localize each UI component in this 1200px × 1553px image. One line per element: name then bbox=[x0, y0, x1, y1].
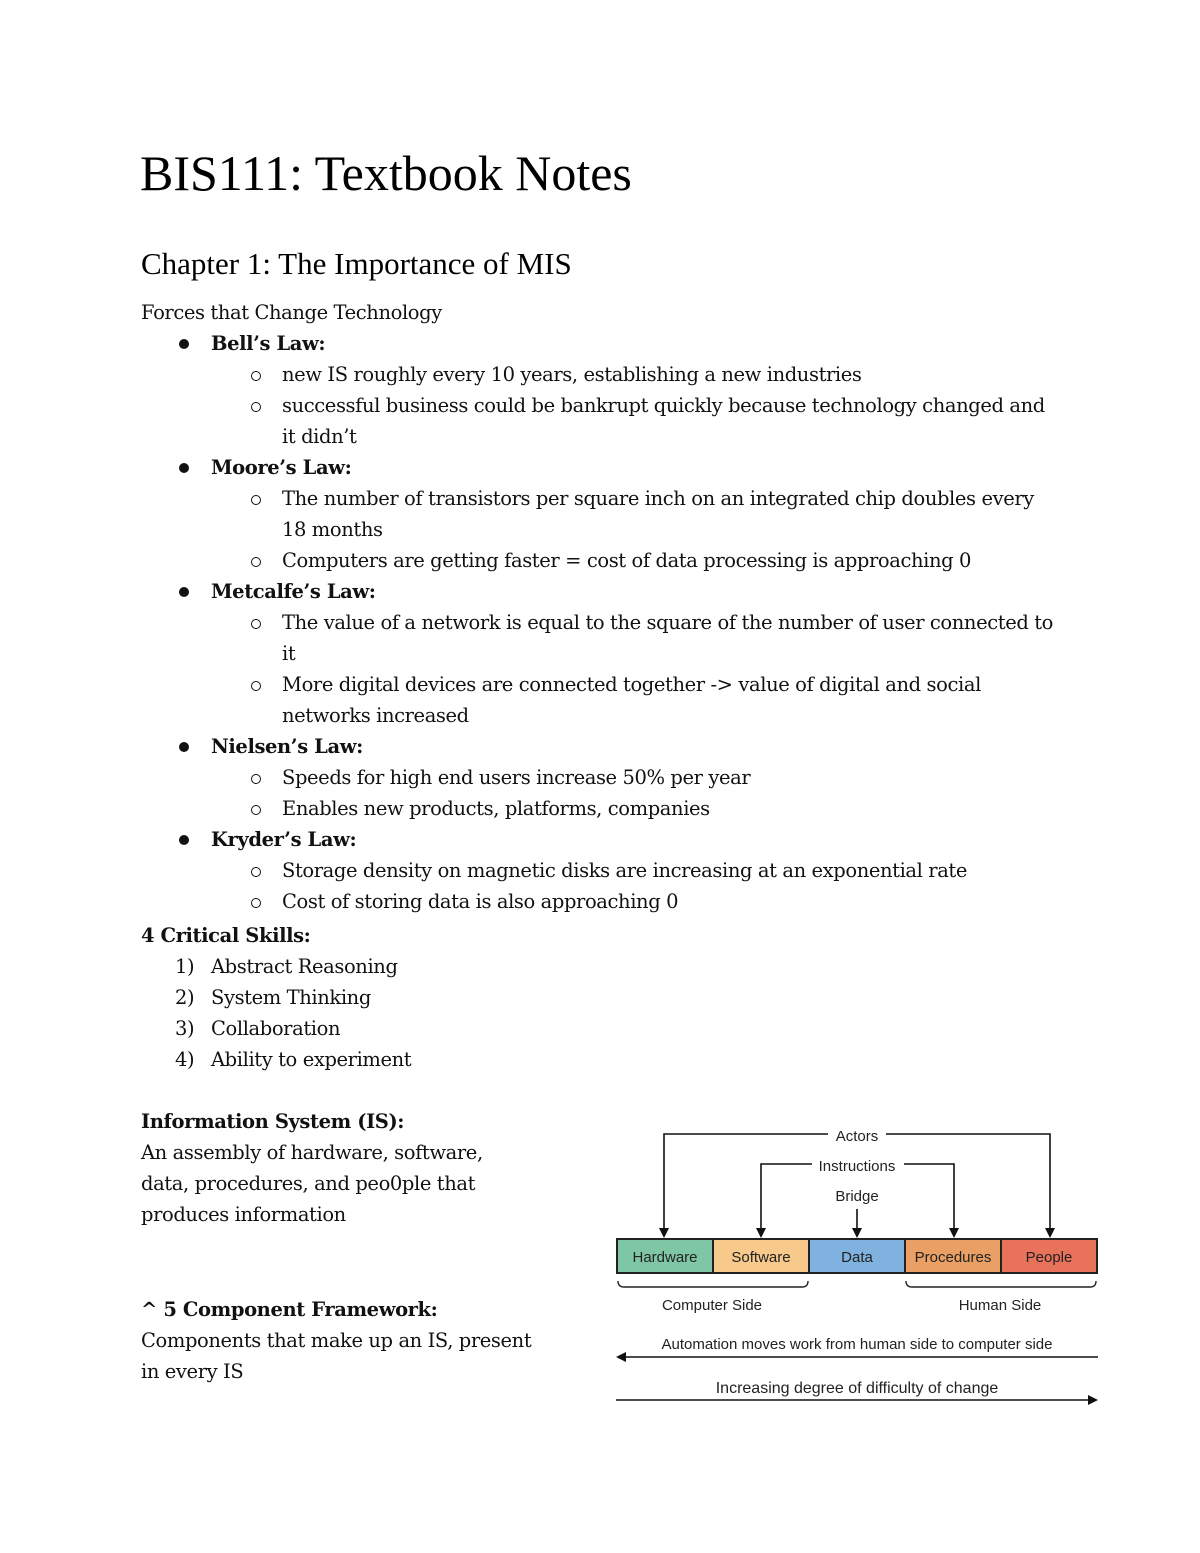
circle-bullet-icon bbox=[251, 619, 261, 629]
circle-bullet-icon bbox=[251, 867, 261, 877]
law-point bbox=[141, 359, 1062, 390]
diagram-svg bbox=[606, 1118, 1110, 1418]
component-label-hardware: Hardware bbox=[632, 1249, 698, 1266]
human-side-label: Human Side bbox=[958, 1297, 1042, 1314]
law-row bbox=[141, 452, 1081, 483]
law-point-text: The number of transistors per square inch on an integrated chip doubles every 18 months bbox=[282, 487, 1034, 541]
law-name: Moore’s Law: bbox=[211, 456, 352, 479]
bullet-icon bbox=[179, 742, 189, 752]
circle-bullet-icon bbox=[251, 681, 261, 691]
skill-number: 2) bbox=[175, 986, 195, 1009]
arrow-down-icon bbox=[1045, 1228, 1055, 1238]
forces-label: Forces that Change Technology bbox=[141, 301, 442, 324]
skill-label: Ability to experiment bbox=[211, 1048, 412, 1071]
skills-heading: 4 Critical Skills: bbox=[141, 924, 311, 947]
law-row bbox=[141, 824, 1081, 855]
arrow-down-icon bbox=[659, 1228, 669, 1238]
law-point bbox=[141, 390, 1062, 452]
instructions-label: Instructions bbox=[818, 1158, 896, 1175]
law-name: Bell’s Law: bbox=[211, 332, 326, 355]
law-row bbox=[141, 576, 1081, 607]
law-name: Nielsen’s Law: bbox=[211, 735, 363, 758]
circle-bullet-icon bbox=[251, 898, 261, 908]
skill-number: 1) bbox=[175, 955, 195, 978]
framework-heading: ^ 5 Component Framework: bbox=[141, 1298, 438, 1321]
law-row bbox=[141, 731, 1081, 762]
arrow-down-icon bbox=[852, 1228, 862, 1238]
law-point-text: Enables new products, platforms, companies bbox=[282, 797, 710, 820]
law-point-text: The value of a network is equal to the square of the number of user connected to it bbox=[282, 611, 1053, 665]
circle-bullet-icon bbox=[251, 402, 261, 412]
skill-number: 3) bbox=[175, 1017, 195, 1040]
skill-item bbox=[141, 1013, 411, 1044]
law-row bbox=[141, 328, 1081, 359]
automation-label: Automation moves work from human side to computer side bbox=[661, 1336, 1053, 1353]
bullet-icon bbox=[179, 339, 189, 349]
law-nielsen bbox=[141, 731, 1081, 824]
skill-number: 4) bbox=[175, 1048, 195, 1071]
law-point-text: Computers are getting faster = cost of data processing is approaching 0 bbox=[282, 549, 972, 572]
law-point bbox=[141, 793, 1062, 824]
arrow-left-icon bbox=[616, 1352, 626, 1362]
law-metcalfe bbox=[141, 576, 1081, 731]
component-label-data: Data bbox=[841, 1249, 873, 1266]
skill-item bbox=[141, 1044, 411, 1075]
circle-bullet-icon bbox=[251, 774, 261, 784]
computer-side-brace bbox=[618, 1281, 808, 1287]
document-title: BIS111: Textbook Notes bbox=[140, 145, 632, 201]
law-point bbox=[141, 607, 1062, 669]
law-point-text: new IS roughly every 10 years, establishing a new industries bbox=[282, 363, 862, 386]
law-kryder bbox=[141, 824, 1081, 917]
law-moore bbox=[141, 452, 1081, 576]
actors-label: Actors bbox=[835, 1128, 879, 1145]
law-point-text: Cost of storing data is also approaching 0 bbox=[282, 890, 679, 913]
five-component-diagram bbox=[606, 1118, 1110, 1418]
is-heading: Information System (IS): bbox=[141, 1110, 405, 1133]
bullet-icon bbox=[179, 587, 189, 597]
skill-item bbox=[141, 982, 411, 1013]
law-point-text: More digital devices are connected together -> value of digital and social networks increased bbox=[282, 673, 981, 727]
circle-bullet-icon bbox=[251, 557, 261, 567]
law-name: Metcalfe’s Law: bbox=[211, 580, 376, 603]
difficulty-label: Increasing degree of difficulty of change bbox=[715, 1380, 999, 1397]
skill-label: Collaboration bbox=[211, 1017, 341, 1040]
computer-side-label: Computer Side bbox=[661, 1297, 763, 1314]
arrow-down-icon bbox=[949, 1228, 959, 1238]
law-point bbox=[141, 483, 1062, 545]
laws-list bbox=[141, 328, 1081, 917]
circle-bullet-icon bbox=[251, 371, 261, 381]
skill-label: Abstract Reasoning bbox=[211, 955, 398, 978]
skill-label: System Thinking bbox=[211, 986, 371, 1009]
law-bell bbox=[141, 328, 1081, 452]
bullet-icon bbox=[179, 835, 189, 845]
circle-bullet-icon bbox=[251, 495, 261, 505]
law-point bbox=[141, 886, 1062, 917]
law-point bbox=[141, 855, 1062, 886]
human-side-brace bbox=[906, 1281, 1096, 1287]
component-label-procedures: Procedures bbox=[914, 1249, 992, 1266]
arrow-right-icon bbox=[1088, 1395, 1098, 1405]
bullet-icon bbox=[179, 463, 189, 473]
component-label-software: Software bbox=[731, 1249, 791, 1266]
law-point bbox=[141, 762, 1062, 793]
circle-bullet-icon bbox=[251, 805, 261, 815]
component-label-people: People bbox=[1025, 1249, 1073, 1266]
law-point-text: Storage density on magnetic disks are increasing at an exponential rate bbox=[282, 859, 968, 882]
bridge-label: Bridge bbox=[835, 1188, 879, 1205]
arrow-down-icon bbox=[756, 1228, 766, 1238]
law-point-text: Speeds for high end users increase 50% per year bbox=[282, 766, 751, 789]
skills-list bbox=[141, 951, 411, 1075]
law-point bbox=[141, 669, 1062, 731]
skill-item bbox=[141, 951, 411, 982]
chapter-heading: Chapter 1: The Importance of MIS bbox=[141, 246, 572, 281]
law-point-text: successful business could be bankrupt quickly because technology changed and it didn’t bbox=[282, 394, 1045, 448]
law-name: Kryder’s Law: bbox=[211, 828, 357, 851]
law-point bbox=[141, 545, 1062, 576]
is-definition: An assembly of hardware, software, data, procedures, and peo0ple that produces information bbox=[141, 1141, 483, 1226]
framework-definition: Components that make up an IS, present in every IS bbox=[141, 1329, 532, 1383]
